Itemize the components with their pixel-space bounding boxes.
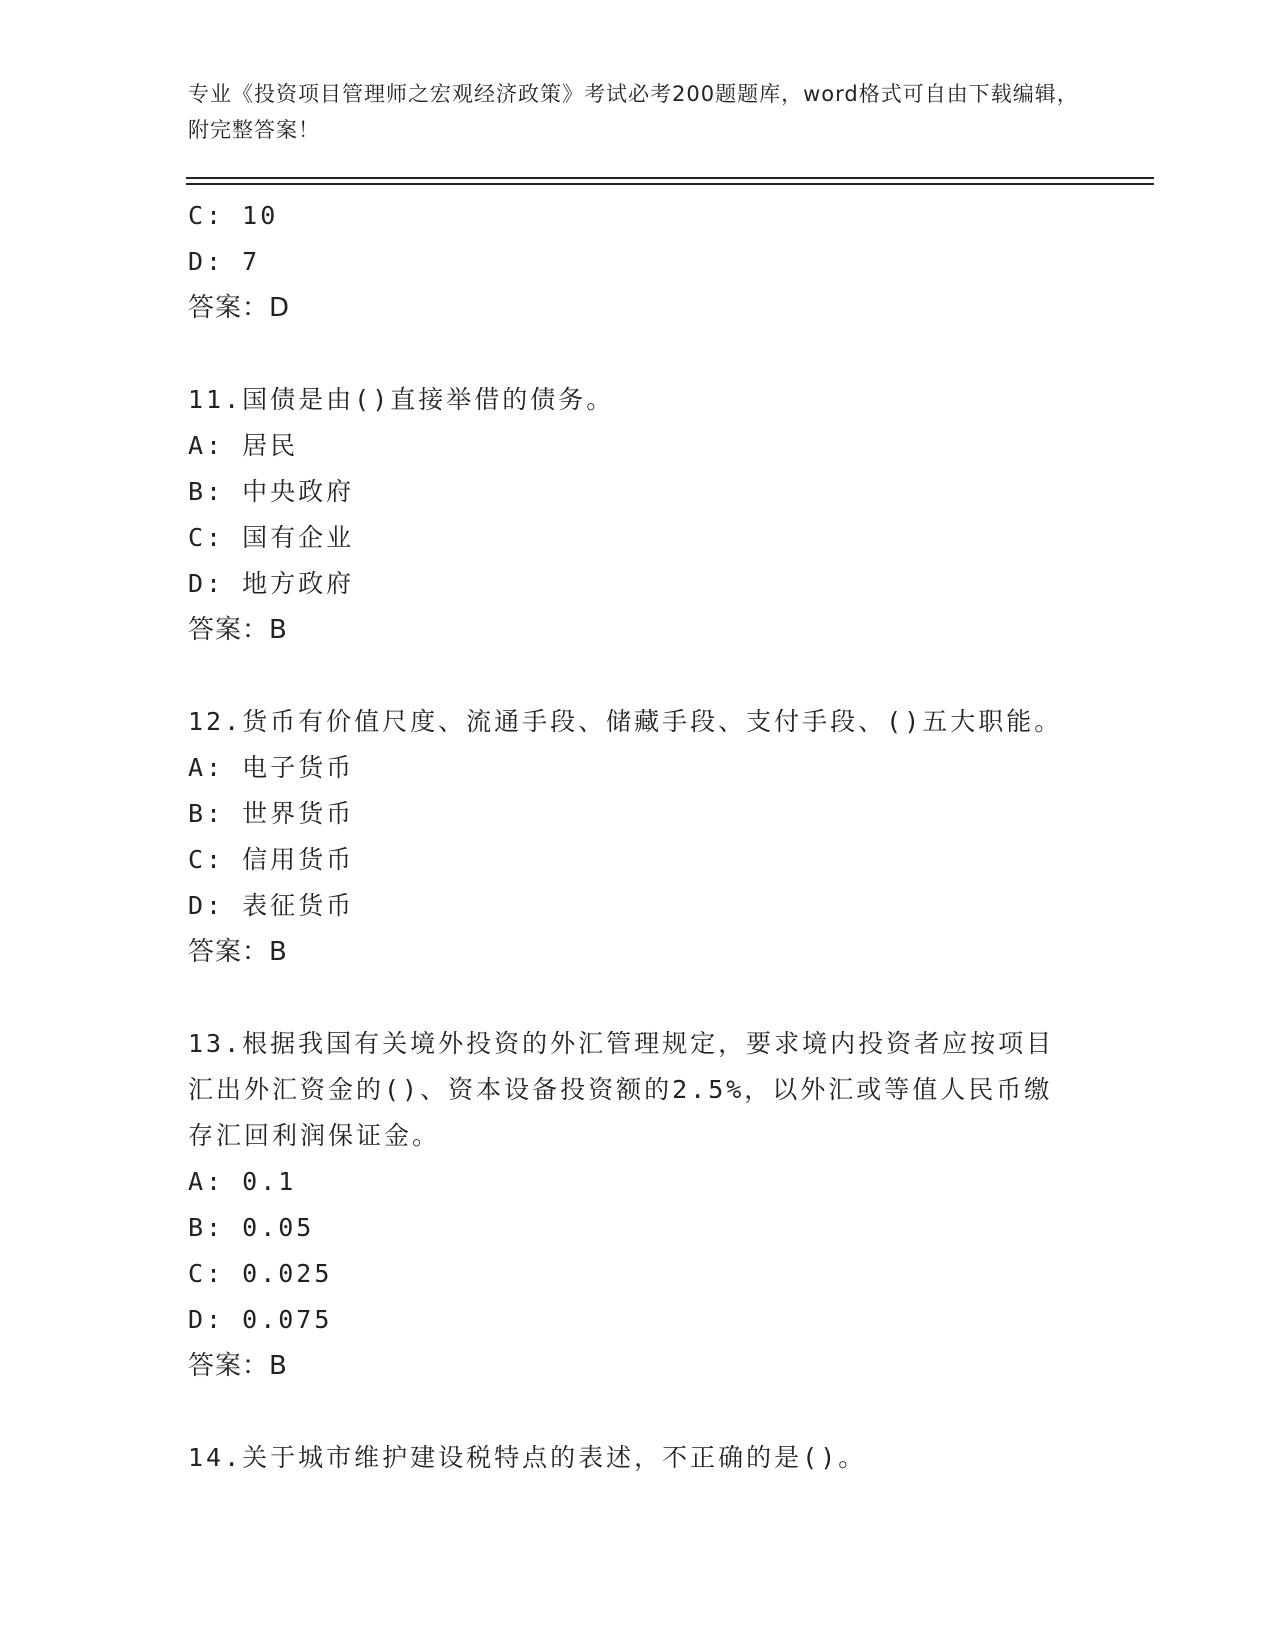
option-c: C: 10 (188, 201, 279, 230)
option-c: C: 0.025 (188, 1259, 333, 1288)
option-d: D: 7 (188, 247, 261, 276)
question-stem: 13.根据我国有关境外投资的外汇管理规定，要求境内投资者应按项目汇出外汇资金的()、资本设备投资额的2.5%，以外汇或等值人民币缴存汇回利润保证金。 (188, 1029, 1055, 1150)
option-a: A: 0.1 (188, 1167, 297, 1196)
answer-line: 答案：B (188, 615, 288, 645)
question-list (188, 193, 1108, 1481)
option-d: D: 表征货币 (188, 891, 355, 920)
answer-line: 答案：B (188, 937, 288, 967)
spacer (188, 653, 1108, 699)
option-d: D: 0.075 (188, 1305, 333, 1334)
spacer (188, 331, 1108, 377)
header-rule-top (186, 177, 1154, 179)
option-a: A: 电子货币 (188, 753, 355, 782)
answer-line: 答案：D (188, 293, 291, 323)
option-a: A: 居民 (188, 431, 299, 460)
option-c: C: 信用货币 (188, 845, 355, 874)
answer-line: 答案：B (188, 1351, 288, 1381)
spacer (188, 1389, 1108, 1435)
option-b: B: 0.05 (188, 1213, 315, 1242)
question-stem: 12.货币有价值尺度、流通手段、储藏手段、支付手段、()五大职能。 (188, 707, 1063, 736)
option-d: D: 地方政府 (188, 569, 355, 598)
header-rule-bottom (186, 183, 1154, 185)
document-header: 专业《投资项目管理师之宏观经济政策》考试必考200题题库，word格式可自由下载编辑，附完整答案！ (188, 82, 1079, 142)
option-b: B: 世界货币 (188, 799, 355, 828)
option-b: B: 中央政府 (188, 477, 355, 506)
question-stem: 11.国债是由()直接举借的债务。 (188, 385, 615, 414)
spacer (188, 975, 1108, 1021)
option-c: C: 国有企业 (188, 523, 355, 552)
question-stem: 14.关于城市维护建设税特点的表述，不正确的是()。 (188, 1443, 867, 1472)
